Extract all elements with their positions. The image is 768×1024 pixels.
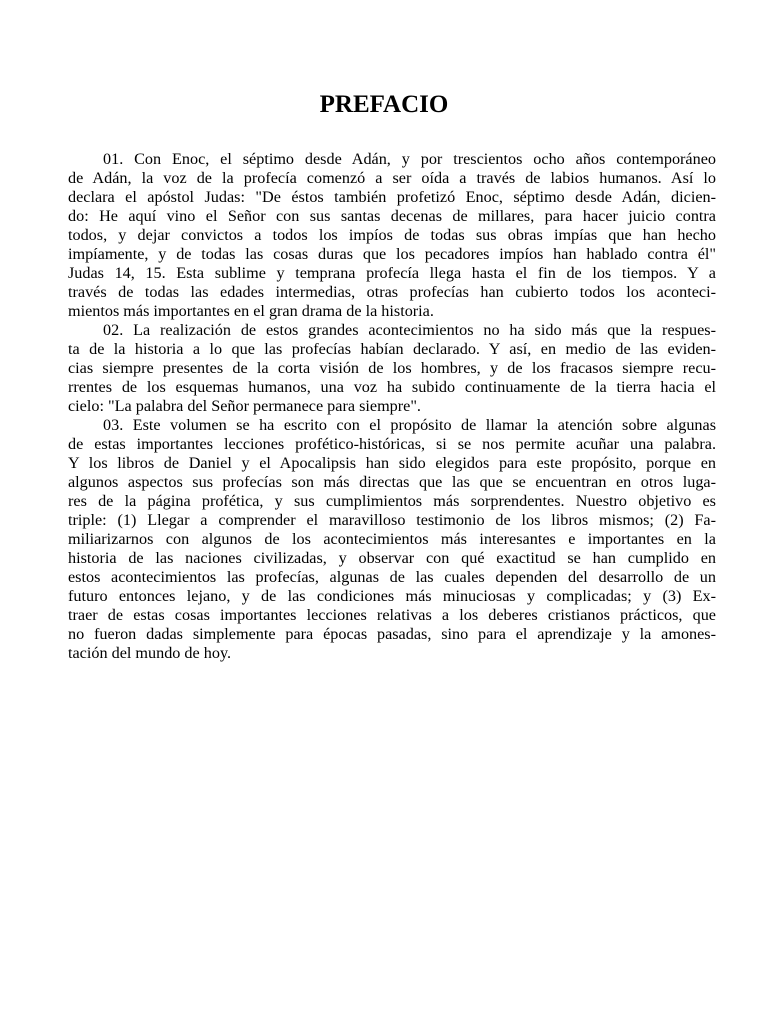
paragraph-3-line-6: triple: (1) Llegar a comprender el maravilloso testimonio de los libros mismos; (2) Fa- <box>68 511 716 529</box>
paragraph-1-line-6: impíamente, y de todas las cosas duras que los pecadores impíos han hablado contra él" <box>68 245 716 263</box>
paragraph-3-line-13: tación del mundo de hoy. <box>68 644 232 662</box>
paragraph-3-line-12: no fueron dadas simplemente para épocas pasadas, sino para el aprendizaje y la amones- <box>68 625 716 643</box>
paragraph-1-line-9: mientos más importantes en el gran drama de la historia. <box>68 302 434 320</box>
paragraph-1-line-2: de Adán, la voz de la profecía comenzó a ser oída a través de labios humanos. Así lo <box>68 169 716 187</box>
paragraph-1-line-3: declara el apóstol Judas: "De éstos también profetizó Enoc, séptimo desde Adán, dicien- <box>68 188 716 206</box>
paragraph-3-line-2: de estas importantes lecciones profético-históricas, si se nos permite acuñar una palabra. <box>68 435 716 453</box>
paragraph-3-line-4: algunos aspectos sus profecías son más directas que las que se encuentran en otros luga- <box>68 473 716 491</box>
paragraph-3-line-11: traer de estas cosas importantes lecciones relativas a los deberes cristianos prácticos, que <box>68 606 716 624</box>
paragraph-3-line-7: miliarizarnos con algunos de los acontecimientos más interesantes e importantes en la <box>68 530 716 548</box>
paragraph-3-line-5: res de la página profética, y sus cumplimientos más sorprendentes. Nuestro objetivo es <box>68 492 716 510</box>
paragraph-1-line-7: Judas 14, 15. Esta sublime y temprana profecía llega hasta el fin de los tiempos. Y a <box>68 264 716 282</box>
paragraph-3-line-1: 03. Este volumen se ha escrito con el propósito de llamar la atención sobre algunas <box>103 416 716 434</box>
paragraph-3-line-3: Y los libros de Daniel y el Apocalipsis han sido elegidos para este propósito, porque en <box>68 454 716 472</box>
paragraph-2-line-1: 02. La realización de estos grandes acontecimientos no ha sido más que la respues- <box>103 321 716 339</box>
paragraph-2-line-4: rrentes de los esquemas humanos, una voz ha subido continuamente de la tierra hacia el <box>68 378 716 396</box>
paragraph-3-line-10: futuro entonces lejano, y de las condiciones más minuciosas y complicadas; y (3) Ex- <box>68 587 716 605</box>
paragraph-2-line-3: cias siempre presentes de la corta visión de los hombres, y de los fracasos siempre recu- <box>68 359 716 377</box>
paragraph-1-line-1: 01. Con Enoc, el séptimo desde Adán, y por trescientos ocho años contemporáneo <box>103 150 716 168</box>
page-title: PREFACIO <box>319 91 449 118</box>
paragraph-3-line-8: historia de las naciones civilizadas, y observar con qué exactitud se han cumplido en <box>68 549 716 567</box>
paragraph-3-line-9: estos acontecimientos las profecías, algunas de las cuales dependen del desarrollo de un <box>68 568 716 586</box>
paragraph-1-line-5: todos, y dejar convictos a todos los impíos de todas sus obras impías que han hecho <box>68 226 716 244</box>
paragraph-1-line-4: do: He aquí vino el Señor con sus santas decenas de millares, para hacer juicio contra <box>68 207 716 225</box>
paragraph-2-line-2: ta de la historia a lo que las profecías habían declarado. Y así, en medio de las eviden- <box>68 340 716 358</box>
paragraph-2-line-5: cielo: "La palabra del Señor permanece para siempre". <box>68 397 421 415</box>
paragraph-1-line-8: través de todas las edades intermedias, otras profecías han cubierto todos los aconteci- <box>68 283 716 301</box>
